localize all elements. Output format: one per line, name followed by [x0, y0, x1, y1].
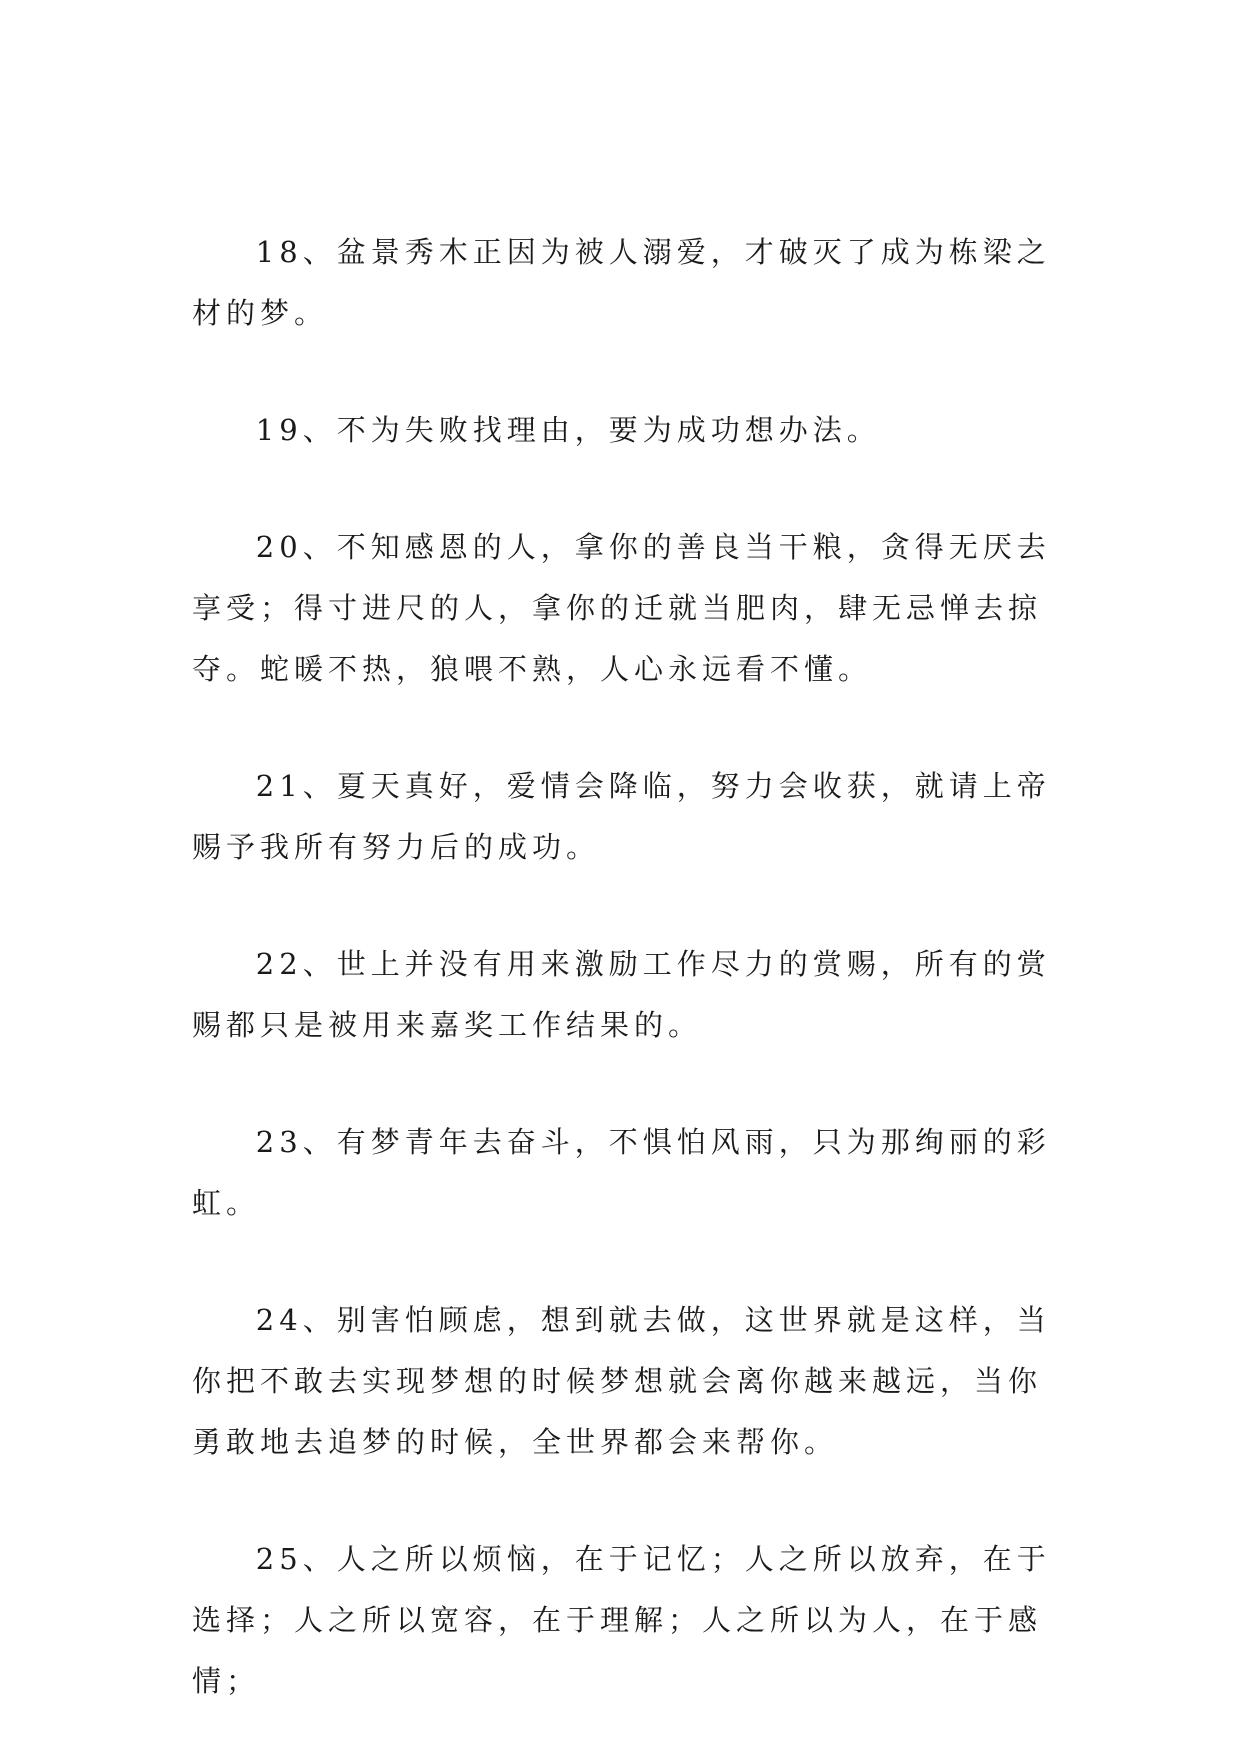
paragraph-20: 20、不知感恩的人，拿你的善良当干粮，贪得无厌去享受；得寸进尺的人，拿你的迁就当肥肉，肆无忌惮去掠夺。蛇暖不热，狼喂不熟，人心永远看不懂。: [192, 530, 1051, 686]
paragraph-18: 18、盆景秀木正因为被人溺爱，才破灭了成为栋梁之材的梦。: [192, 235, 1051, 330]
paragraph-21: 21、夏天真好，爱情会降临，努力会收获，就请上帝赐予我所有努力后的成功。: [192, 769, 1051, 864]
paragraph-19: 19、不为失败找理由，要为成功想办法。: [255, 413, 881, 447]
paragraph-22: 22、世上并没有用来激励工作尽力的赏赐，所有的赏赐都只是被用来嘉奖工作结果的。: [192, 947, 1051, 1042]
document-body: [192, 222, 1062, 1712]
paragraph-24: 24、别害怕顾虑，想到就去做，这世界就是这样，当你把不敢去实现梦想的时候梦想就会离你越来越远，当你勇敢地去追梦的时候，全世界都会来帮你。: [192, 1303, 1051, 1459]
paragraph-25: 25、人之所以烦恼，在于记忆；人之所以放弃，在于选择；人之所以宽容，在于理解；人之所以为人，在于感情；: [192, 1542, 1051, 1698]
paragraph-23: 23、有梦青年去奋斗，不惧怕风雨，只为那绚丽的彩虹。: [192, 1125, 1051, 1220]
